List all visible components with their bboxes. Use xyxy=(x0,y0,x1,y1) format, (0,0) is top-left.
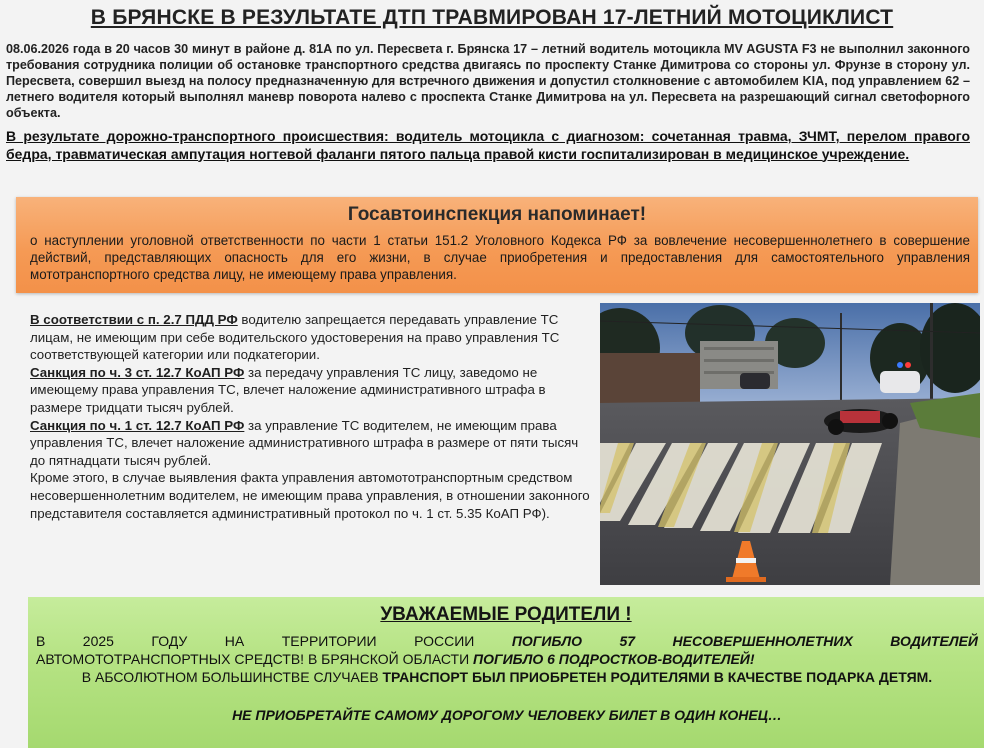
rule-text: за передачу управления ТС лицу, заведомо не имеющему права управления ТС, влечет наложение административного штрафа в размере тридцати тысяч рублей. xyxy=(30,364,546,415)
accident-scene-photo xyxy=(600,303,980,585)
incident-outcome-text: В результате дорожно-транспортного происшествия: водитель мотоцикла с диагнозом: сочетанная травма, ЗЧМТ, перелом правого бедра, травматическая ампутация ногтевой фаланги пятого пальца правой кисти госпитализирован в медицинское учреждение. xyxy=(6,128,970,162)
rule-text: за управление ТС водителем, не имеющим права управления ТС, влечет наложение административного штрафа в размере от пяти тысяч до пятнадцати тысяч рублей. xyxy=(30,417,579,468)
incident-description: 08.06.2026 года в 20 часов 30 минут в районе д. 81А по ул. Пересвета г. Брянска 17 – летний водитель мотоцикла MV AGUSTA F3 не выполнил законного требования сотрудника полиции об остановке транспортного средства двигаясь по проспекту Станке Димитрова со стороны ул. Фрунзе в сторону ул. Пересвета, совершил выезд на полосу предназначенную для встречного движения и допустил столкновение с автомобилем KIA, под управлением 62 – летнего водителя который выполнял маневр поворота налево с проспекта Станке Димитрова на ул. Пересвета на разрешающий сигнал светофорного объекта. xyxy=(6,42,970,120)
parents-line-3-plain: В АБСОЛЮТНОМ БОЛЬШИНСТВЕ СЛУЧАЕВ xyxy=(81,669,383,685)
parents-line-1-emphasis: ПОГИБЛО 57 НЕСОВЕРШЕННОЛЕТНИХ ВОДИТЕЛЕЙ xyxy=(511,633,978,649)
rule-reference: Санкция по ч. 3 ст. 12.7 КоАП РФ xyxy=(30,364,245,380)
rule-text: водителю запрещается передавать управление ТС лицам, не имеющим при себе водительского удостоверения на право управления ТС соответствующей категории или подкатегории. xyxy=(30,312,560,363)
incident-outcome xyxy=(6,128,970,163)
rule-text: Кроме этого, в случае выявления факта управления автомототранспортным средством несовершеннолетним водителем, не имеющим права управления, в отношении законного представителя составляется административный протокол по ч. 1 ст. 5.35 КоАП РФ). xyxy=(30,470,590,521)
parents-heading xyxy=(28,604,984,626)
parents-line-2 xyxy=(36,650,978,668)
rule-item xyxy=(30,311,590,364)
rule-item xyxy=(30,417,590,470)
page-title-text: В БРЯНСКЕ В РЕЗУЛЬТАТЕ ДТП ТРАВМИРОВАН 17-ЛЕТНИЙ МОТОЦИКЛИСТ xyxy=(90,6,894,29)
rule-reference: В соответствии с п. 2.7 ПДД РФ xyxy=(30,312,238,327)
rule-reference: Санкция по ч. 1 ст. 12.7 КоАП РФ xyxy=(30,417,245,433)
parents-line-3-emphasis: ТРАНСПОРТ БЫЛ ПРИОБРЕТЕН РОДИТЕЛЯМИ В КАЧЕСТВЕ ПОДАРКА ДЕТЯМ. xyxy=(382,669,933,685)
accident-scene-image xyxy=(600,303,980,585)
parents-line-3 xyxy=(36,668,978,686)
parents-line-1-plain: В 2025 ГОДУ НА ТЕРРИТОРИИ РОССИИ xyxy=(36,633,512,649)
reminder-body: о наступлении уголовной ответственности по части 1 статьи 151.2 Уголовного Кодекса РФ за вовлечение несовершеннолетнего в совершение действий, представляющих опасность для его жизни, в случае приобретения и предоставления для самостоятельного управления мототранспортного средства лицу, не имеющему права управления. xyxy=(30,233,970,282)
legal-rules xyxy=(30,311,590,522)
rule-item xyxy=(30,469,590,522)
parents-line-4: НЕ ПРИОБРЕТАЙТЕ САМОМУ ДОРОГОМУ ЧЕЛОВЕКУ БИЛЕТ В ОДИН КОНЕЦ… xyxy=(232,707,782,723)
rule-item xyxy=(30,364,590,417)
parents-panel xyxy=(28,597,984,748)
parents-line-2-emphasis: ПОГИБЛО 6 ПОДРОСТКОВ-ВОДИТЕЛЕЙ! xyxy=(473,651,755,667)
parents-line-2-plain: АВТОМОТОТРАНСПОРТНЫХ СРЕДСТВ! В БРЯНСКОЙ ОБЛАСТИ xyxy=(36,651,474,667)
parents-heading-text: УВАЖАЕМЫЕ РОДИТЕЛИ ! xyxy=(380,604,632,625)
reminder-panel xyxy=(16,197,978,293)
page-title xyxy=(0,6,984,30)
parents-line-1 xyxy=(36,632,978,650)
reminder-heading: Госавтоинспекция напоминает! xyxy=(347,204,647,225)
